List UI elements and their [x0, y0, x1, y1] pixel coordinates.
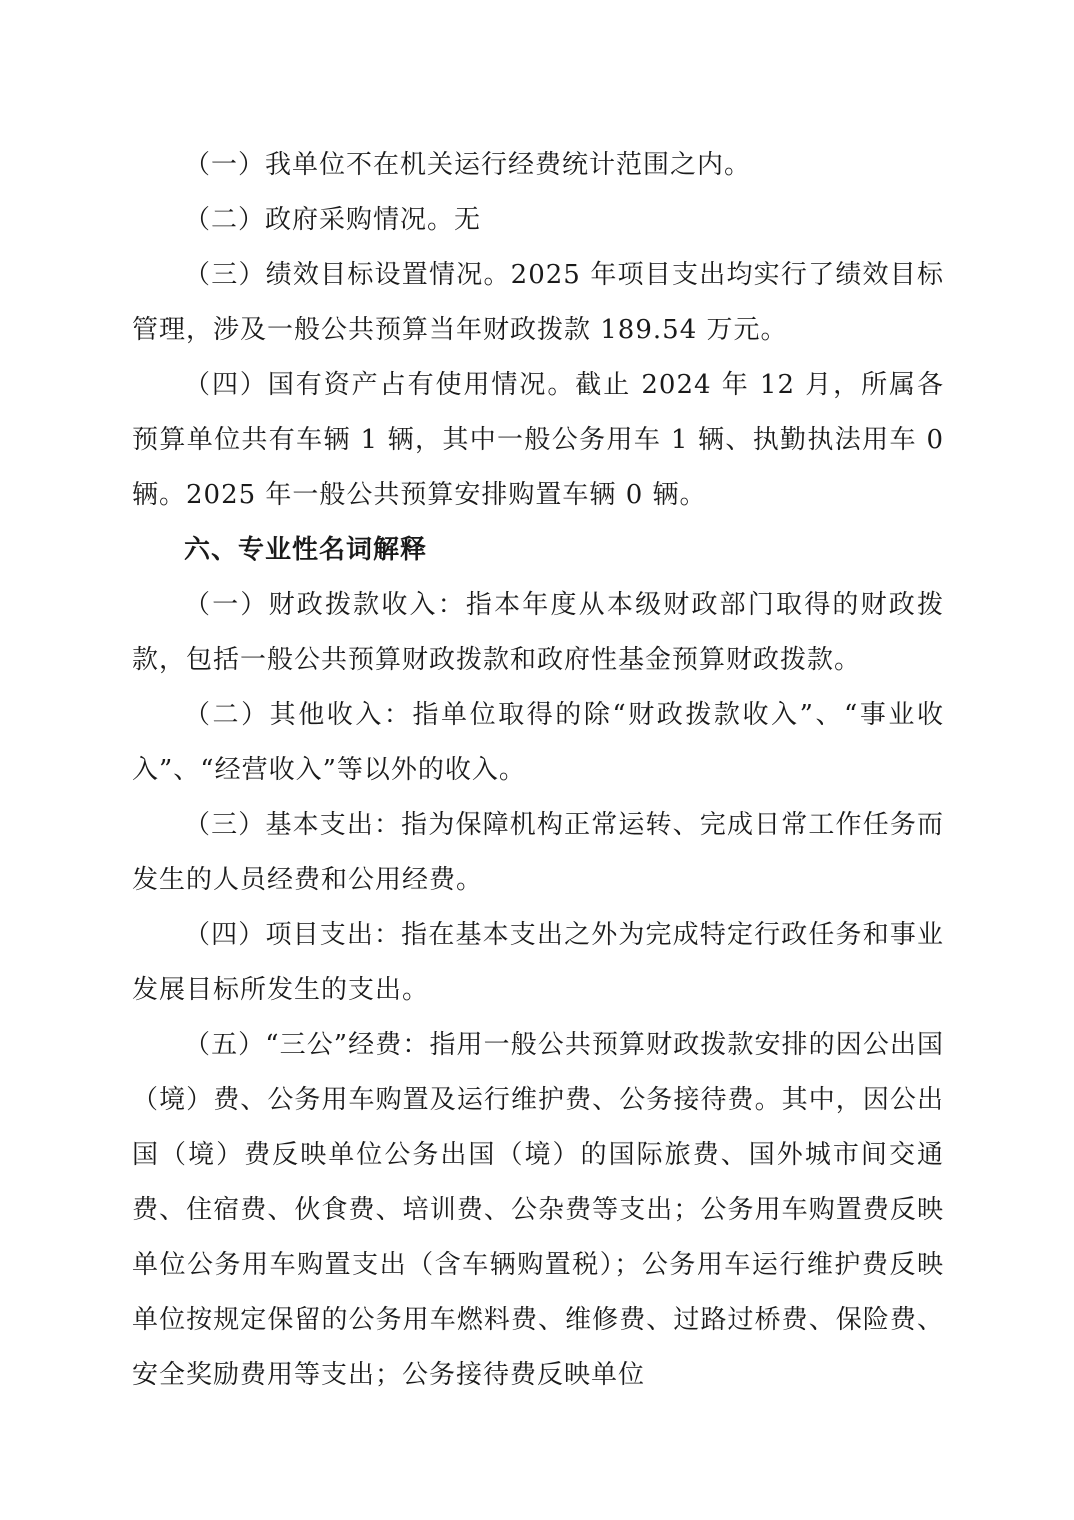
paragraph-fiscal-appropriation-income: （一）财政拨款收入：指本年度从本级财政部门取得的财政拨款，包括一般公共预算财政拨款和政府性基金预算财政拨款。 [132, 590, 944, 675]
paragraph-operating-costs: （一）我单位不在机关运行经费统计范围之内。 [184, 150, 752, 180]
paragraph-state-assets: （四）国有资产占有使用情况。截止 2024 年 12 月，所属各预算单位共有车辆 1 辆，其中一般公务用车 1 辆、执勤执法用车 0 辆。2025 年一般公共预算安排购置车辆 0 辆。 [132, 370, 944, 510]
paragraph-government-procurement: （二）政府采购情况。无 [184, 205, 482, 235]
document-body [132, 138, 944, 1403]
paragraph-performance-targets: （三）绩效目标设置情况。2025 年项目支出均实行了绩效目标管理，涉及一般公共预算当年财政拨款 189.54 万元。 [132, 260, 944, 345]
section-heading-terminology: 六、专业性名词解释 [184, 535, 428, 565]
paragraph-other-income: （二）其他收入：指单位取得的除“财政拨款收入”、“事业收入”、“经营收入”等以外的收入。 [132, 700, 944, 785]
paragraph-three-public-expenses: （五）“三公”经费：指用一般公共预算财政拨款安排的因公出国（境）费、公务用车购置及运行维护费、公务接待费。其中，因公出国（境）费反映单位公务出国（境）的国际旅费、国外城市间交通费、住宿费、伙食费、培训费、公杂费等支出；公务用车购置费反映单位公务用车购置支出（含车辆购置税）；公务用车运行维护费反映单位按规定保留的公务用车燃料费、维修费、过路过桥费、保险费、安全奖励费用等支出；公务接待费反映单位 [132, 1030, 944, 1390]
paragraph-project-expenditure: （四）项目支出：指在基本支出之外为完成特定行政任务和事业发展目标所发生的支出。 [132, 920, 944, 1005]
paragraph-basic-expenditure: （三）基本支出：指为保障机构正常运转、完成日常工作任务而发生的人员经费和公用经费。 [132, 810, 944, 895]
